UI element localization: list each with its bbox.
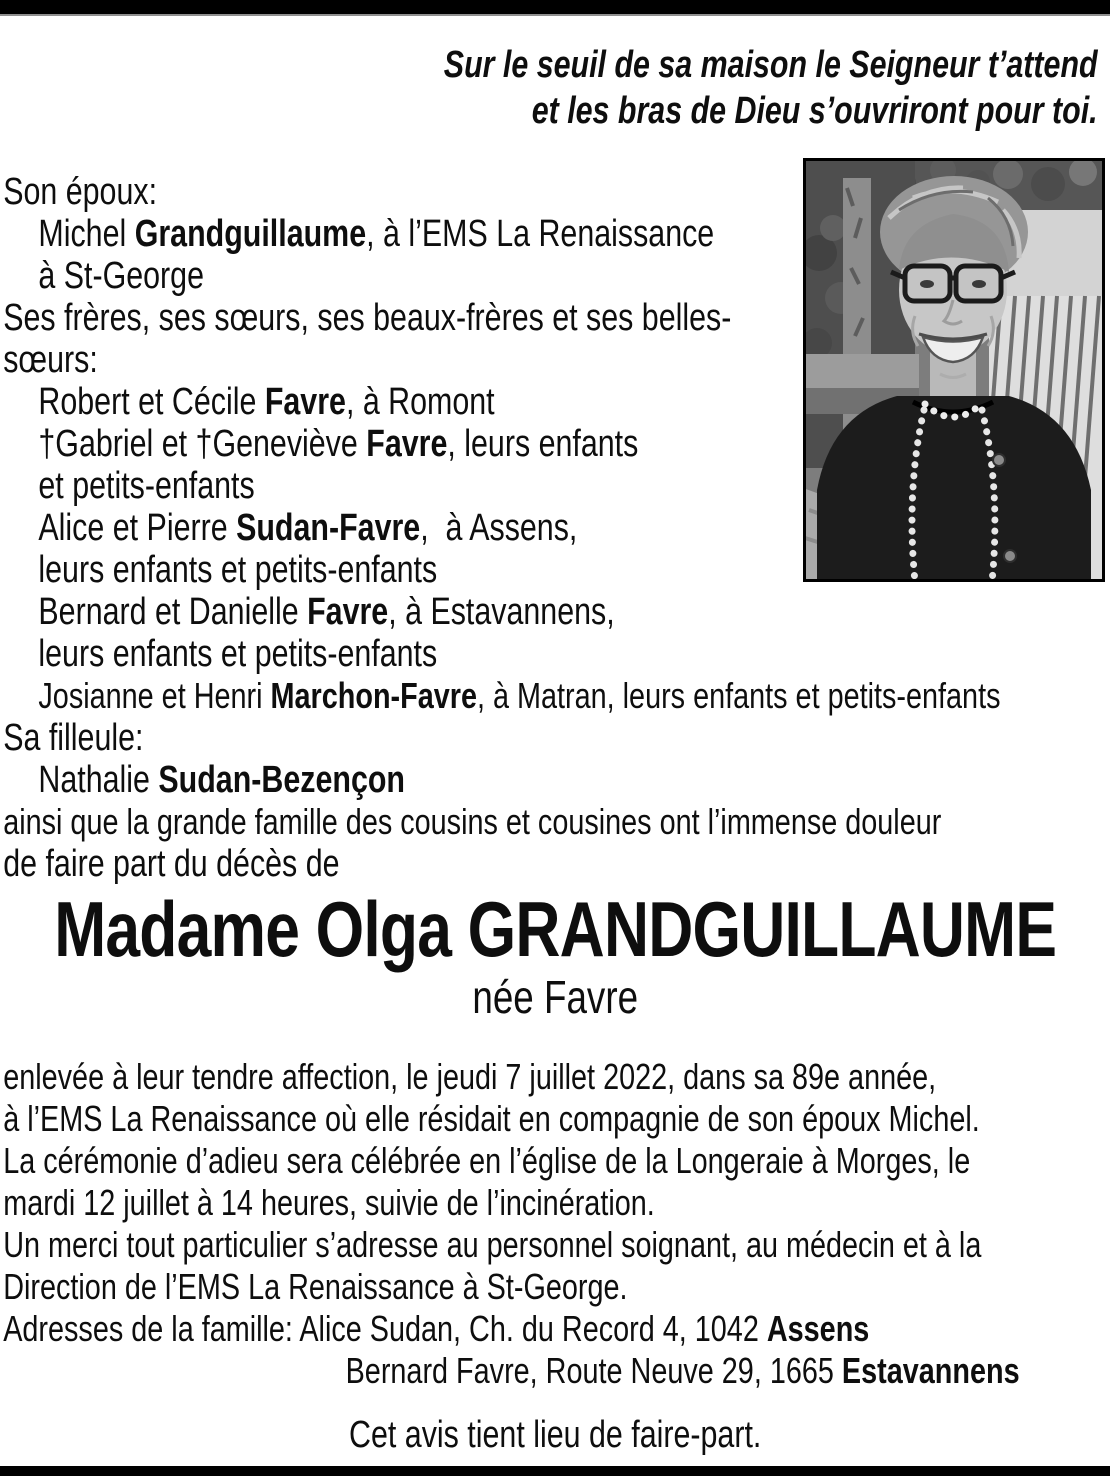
notice-line: †Gabriel et †Geneviève Favre, leurs enfants [38, 423, 639, 465]
details-line: enlevée à leur tendre affection, le jeudi 7 juillet 2022, dans sa 89e année, [3, 1056, 937, 1097]
notice-line: ainsi que la grande famille des cousins et cousines ont l’immense douleur [3, 801, 942, 842]
notice-line: leurs enfants et petits-enfants [38, 633, 438, 675]
notice-line: Alice et Pierre Sudan-Favre, à Assens, [38, 507, 578, 549]
details-line: Adresses de la famille: Alice Sudan, Ch. du Record 4, 1042 Assens [3, 1308, 870, 1349]
memorial-quote [0, 42, 1098, 134]
notice-line: à St-George [38, 255, 205, 297]
closing-note: Cet avis tient lieu de faire-part. [349, 1414, 762, 1456]
maiden-name: née Favre [472, 971, 639, 1023]
notice-line: sœurs: [3, 339, 98, 381]
notice-line: Ses frères, ses sœurs, ses beaux-frères et ses belles- [3, 297, 732, 339]
quote-line: Sur le seuil de sa maison le Seigneur t’attend [443, 44, 1098, 86]
details-line: Direction de l’EMS La Renaissance à St-George. [3, 1266, 628, 1307]
details-line: à l’EMS La Renaissance où elle résidait en compagnie de son époux Michel. [3, 1098, 980, 1139]
notice-line: Josianne et Henri Marchon-Favre, à Matran, leurs enfants et petits-enfants [38, 675, 1001, 716]
details-line: Un merci tout particulier s’adresse au personnel soignant, au médecin et à la [3, 1224, 982, 1265]
top-border-bar [0, 0, 1110, 16]
details-line: La cérémonie d’adieu sera célébrée en l’église de la Longeraie à Morges, le [3, 1140, 971, 1181]
notice-line: Bernard et Danielle Favre, à Estavannens, [38, 591, 615, 633]
notice-line: Nathalie Sudan-Bezençon [38, 759, 405, 801]
notice-line: Son époux: [3, 171, 158, 213]
ceremony-details [3, 1056, 1107, 1392]
notice-line: et petits-enfants [38, 465, 255, 507]
notice-line: de faire part du décès de [3, 843, 340, 885]
details-line: Bernard Favre, Route Neuve 29, 1665 Estavannens [345, 1350, 1020, 1391]
details-line: mardi 12 juillet à 14 heures, suivie de l’incinération. [3, 1182, 655, 1223]
family-notice [3, 171, 1107, 885]
bottom-border-bar [0, 1466, 1110, 1476]
notice-line: Sa filleule: [3, 717, 144, 759]
notice-line: Michel Grandguillaume, à l’EMS La Renaissance [38, 213, 715, 255]
quote-line: et les bras de Dieu s’ouvriront pour toi. [531, 90, 1098, 132]
notice-line: Robert et Cécile Favre, à Romont [38, 381, 495, 423]
notice-line: leurs enfants et petits-enfants [38, 549, 438, 591]
deceased-name: Madame Olga GRANDGUILLAUME [54, 885, 1057, 973]
